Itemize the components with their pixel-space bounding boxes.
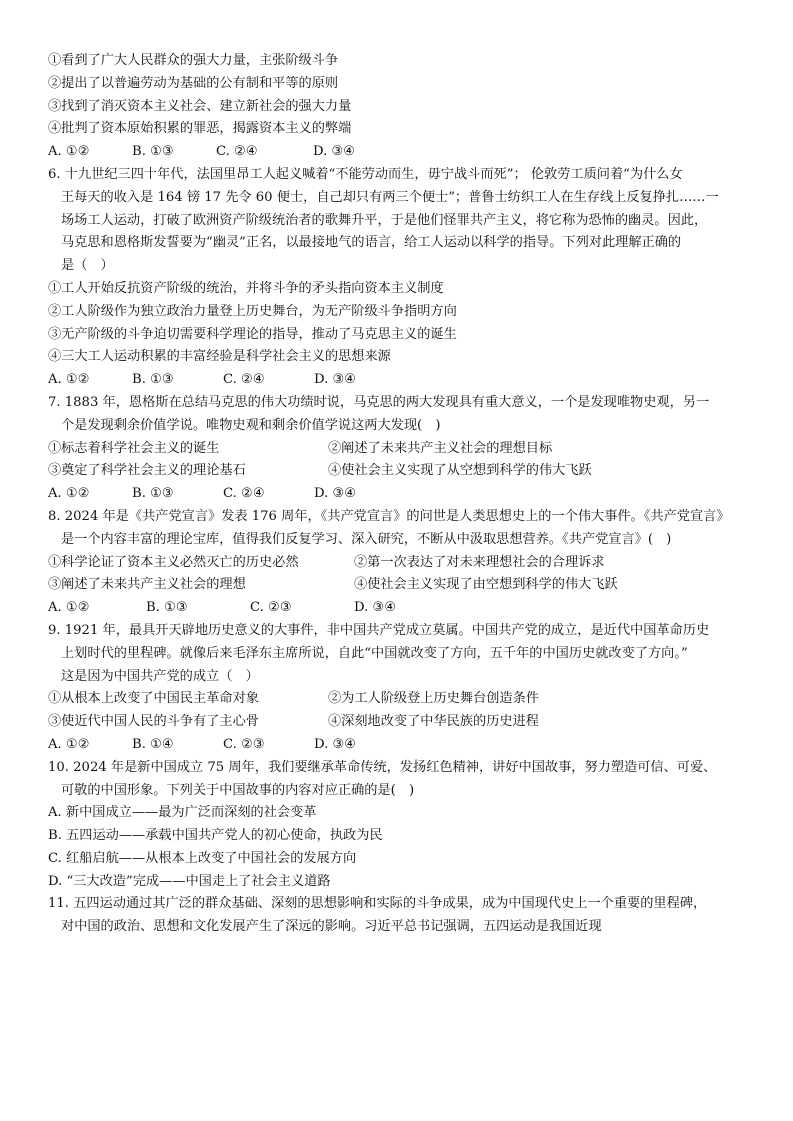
choice-d: D. ③④ — [314, 372, 357, 388]
question-6-text: 王每天的收入是 164 镑 17 先令 60 便士，自己却只有两三个便士”；普鲁士纺织工人在生存线上反复挣扎……一 — [61, 189, 719, 205]
statement-row — [48, 552, 753, 575]
statement: ④三大工人运动积累的丰富经验是科学社会主义的思想来源 — [48, 349, 391, 365]
statement-row — [48, 438, 753, 461]
statement: ②阐述了未来共产主义社会的理想目标 — [328, 440, 553, 456]
choice-d: D. ③④ — [313, 144, 356, 160]
option-b: B. 五四运动——承载中国共产党人的初心使命，执政为民 — [48, 828, 383, 844]
statement: ②提出了以普遍劳动为基础的公有制和平等的原则 — [48, 75, 339, 91]
statement: ①科学论证了资本主义必然灭亡的历史必然 — [48, 554, 299, 570]
question-7-text: 7. 1883 年，恩格斯在总结马克思的伟大功绩时说，马克思的两大发现具有重大意义，一个是发现唯物史观，另一 — [48, 394, 710, 410]
choice-b: B. ①③ — [146, 600, 188, 616]
statement: ②为工人阶级登上历史舞台创造条件 — [328, 691, 539, 707]
question-8-text: 8. 2024 年是《共产党宣言》发表 176 周年，《共产党宣言》的问世是人类思想史上的一个伟大事件。《共产党宣言》 — [48, 508, 730, 524]
statement: ①标志着科学社会主义的诞生 — [48, 440, 220, 456]
statement: ③阐述了未来共产主义社会的理想 — [48, 577, 246, 593]
statement: ②第一次表达了对未来理想社会的合理诉求 — [354, 554, 605, 570]
choice-a: A. ①② — [48, 144, 90, 160]
statement: ④批判了资本原始积累的罪恶，揭露资本主义的弊端 — [48, 121, 352, 137]
question-6-text: 6. 十九世纪三四十年代，法国里昂工人起义喊着“不能劳动而生，毋宁战斗而死”； 伦敦劳工质问着“为什么女 — [48, 166, 683, 182]
choice-c: C. ②④ — [216, 144, 258, 160]
question-8-text: 是一个内容丰富的理论宝库，值得我们反复学习、深入研究，不断从中汲取思想营养。《共产党宣言》( ) — [61, 531, 672, 547]
choice-a: A. ①② — [48, 736, 90, 752]
answer-choices — [48, 597, 753, 620]
question-7-text: 个是发现剩余价值学说。唯物史观和剩余价值学说这两大发现( ) — [61, 417, 441, 433]
exam-content — [48, 50, 753, 939]
question-9-text: 这是因为中国共产党的成立（ ） — [61, 668, 259, 684]
choice-c: C. ②③ — [250, 600, 292, 616]
statement: ①看到了广大人民群众的强大力量，主张阶级斗争 — [48, 53, 339, 68]
answer-choices — [48, 369, 753, 392]
statement: ②工人阶级作为独立政治力量登上历史舞台，为无产阶级斗争指明方向 — [48, 303, 457, 319]
choice-d: D. ③④ — [314, 736, 357, 752]
choice-a: A. ①② — [48, 372, 90, 388]
statement: ④使社会主义实现了从空想到科学的伟大飞跃 — [328, 463, 592, 479]
statement: ③无产阶级的斗争迫切需要科学理论的指导，推动了马克思主义的诞生 — [48, 326, 457, 342]
choice-a: A. ①② — [48, 486, 90, 502]
answer-choices — [48, 734, 753, 757]
question-9-text: 上划时代的里程碑。就像后来毛泽东主席所说，自此“中国就改变了方向，五千年的中国历史就改变了方向。” — [61, 645, 688, 661]
statement: ③找到了消灭资本主义社会、建立新社会的强大力量 — [48, 98, 352, 114]
statement-row — [48, 711, 753, 734]
option-d: D. “三大改造”完成——中国走上了社会主义道路 — [48, 873, 331, 889]
choice-c: C. ②④ — [223, 486, 265, 502]
choice-b: B. ①③ — [132, 372, 174, 388]
answer-choices — [48, 483, 753, 506]
question-6-text: 是（ ） — [61, 258, 114, 274]
statement-row — [48, 574, 753, 597]
choice-b: B. ①③ — [132, 144, 174, 160]
question-6-text: 马克思和恩格斯发誓要为“幽灵”正名，以最接地气的语言，给工人运动以科学的指导。下列对此理解正确的 — [61, 235, 682, 251]
statement: ③奠定了科学社会主义的理论基石 — [48, 463, 246, 479]
choice-d: D. ③④ — [354, 600, 397, 616]
choice-c: C. ②④ — [223, 372, 265, 388]
choice-d: D. ③④ — [314, 486, 357, 502]
choice-c: C. ②③ — [223, 736, 265, 752]
statement: ①工人开始反抗资产阶级的统治，并将斗争的矛头指向资本主义制度 — [48, 280, 444, 296]
question-10-text: 可敬的中国形象。下列关于中国故事的内容对应正确的是( ) — [61, 782, 415, 798]
question-10-text: 10. 2024 年是新中国成立 75 周年，我们要继承革命传统，发扬红色精神，讲好中国故事，努力塑造可信、可爱、 — [48, 759, 717, 775]
statement: ①从根本上改变了中国民主革命对象 — [48, 691, 259, 707]
statement: ④使社会主义实现了由空想到科学的伟大飞跃 — [354, 577, 618, 593]
statement: ④深刻地改变了中华民族的历史进程 — [328, 714, 539, 730]
question-9-text: 9. 1921 年，最具开天辟地历史意义的大事件，非中国共产党成立莫属。中国共产党的成立，是近代中国革命历史 — [48, 622, 710, 638]
question-11-text: 11. 五四运动通过其广泛的群众基础、深刻的思想影响和实际的斗争成果，成为中国现代史上一个重要的里程碑， — [48, 896, 707, 912]
question-11-text: 对中国的政治、思想和文化发展产生了深远的影响。习近平总书记强调，五四运动是我国近现 — [61, 919, 602, 935]
option-a: A. 新中国成立——最为广泛而深刻的社会变革 — [48, 805, 317, 821]
question-6-text: 场场工人运动，打破了欧洲资产阶级统治者的歌舞升平，于是他们怪罪共产主义，将它称为恐怖的幽灵。因此， — [61, 212, 708, 228]
statement-row — [48, 688, 753, 711]
answer-choices — [48, 141, 753, 164]
option-c: C. 红船启航——从根本上改变了中国社会的发展方向 — [48, 850, 357, 866]
statement: ③使近代中国人民的斗争有了主心骨 — [48, 714, 259, 730]
choice-b: B. ①③ — [132, 486, 174, 502]
choice-b: B. ①④ — [132, 736, 174, 752]
choice-a: A. ①② — [48, 600, 90, 616]
statement-row — [48, 460, 753, 483]
